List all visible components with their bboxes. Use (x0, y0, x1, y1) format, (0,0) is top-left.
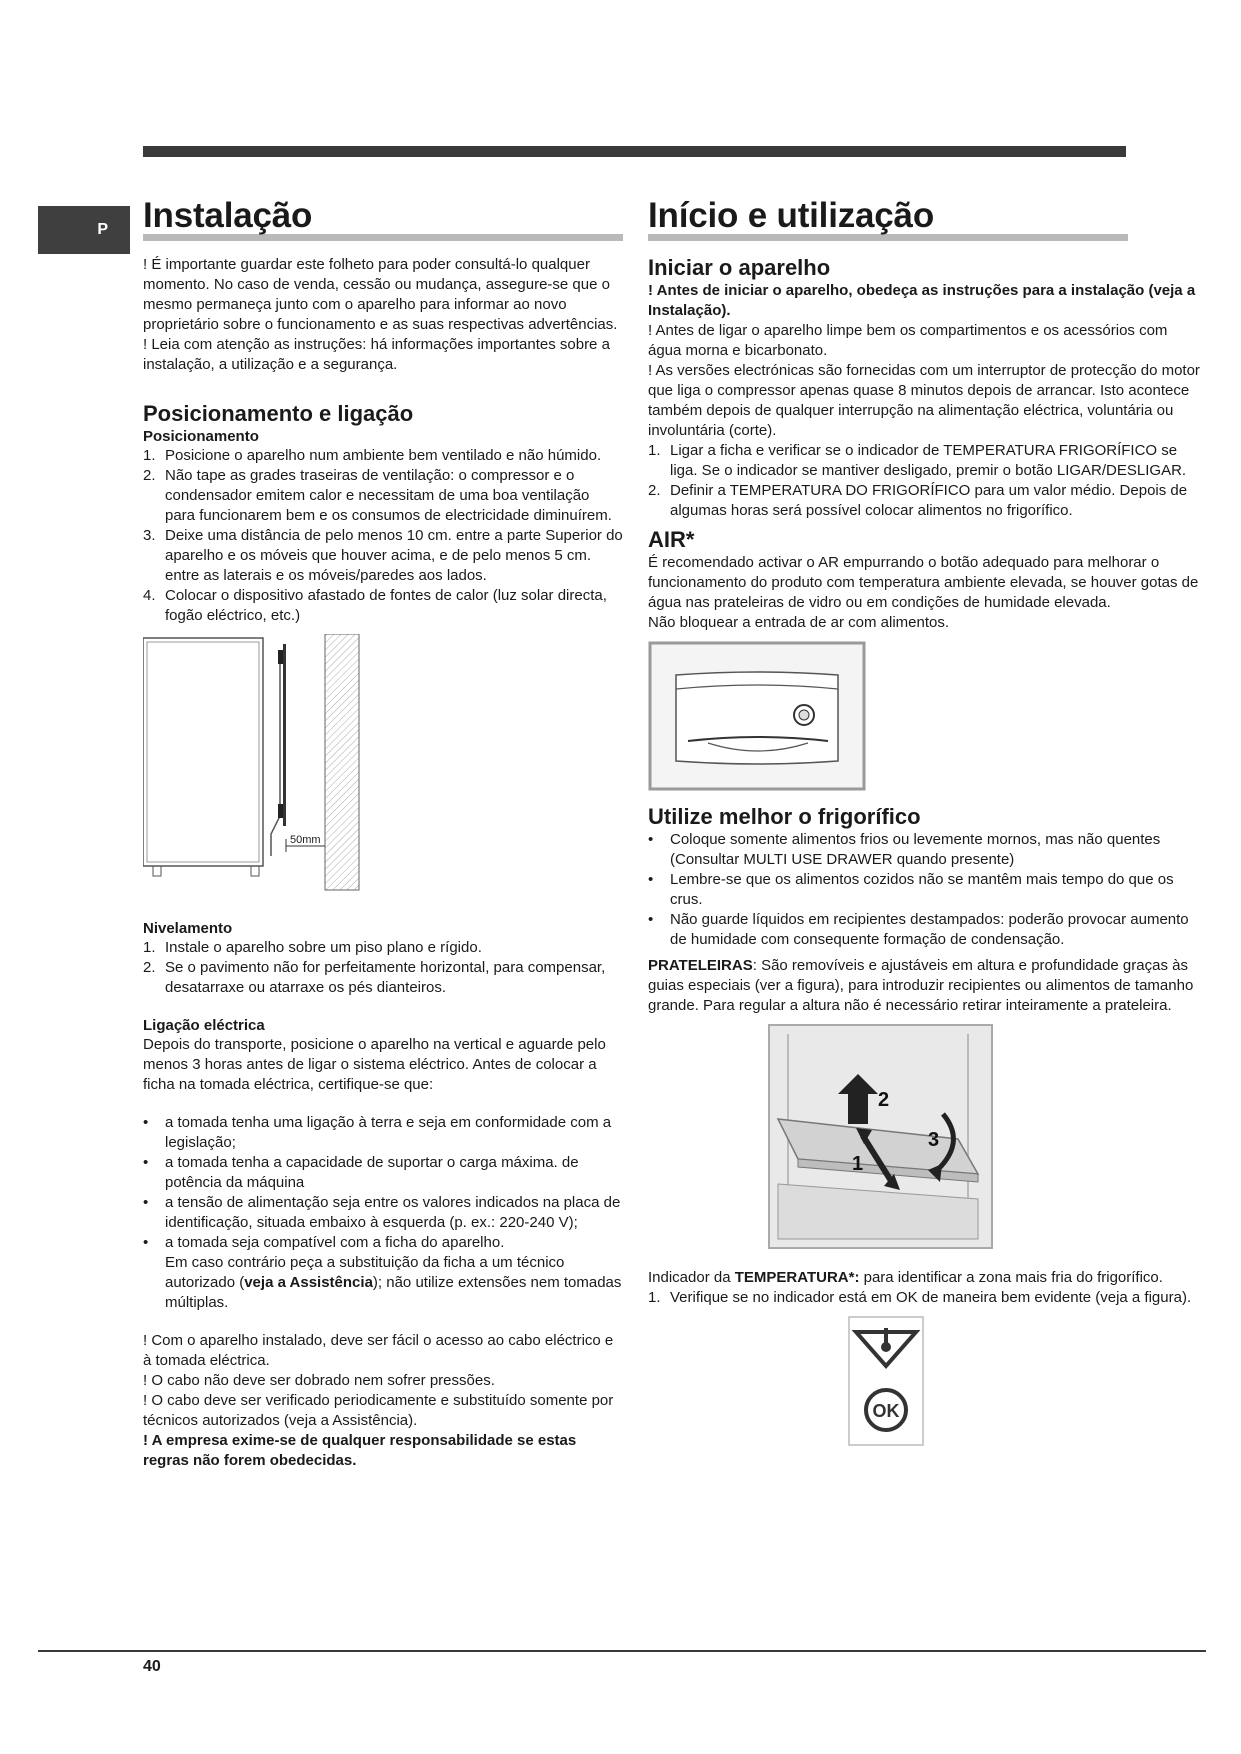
ok-label: OK (872, 1401, 900, 1421)
iniciar-list (648, 441, 1203, 521)
temperature-indicator-figure (648, 1316, 1203, 1451)
ligacao-title: Ligação eléctrica (143, 1017, 265, 1034)
final-warning: ! A empresa exime-se de qualquer responsabilidade se estas regras não forem obedecidas. (143, 1432, 577, 1469)
shelf-number-2: 2 (878, 1089, 890, 1111)
list-item: 1. Ligar a ficha e verificar se o indicador de TEMPERATURA FRIGORÍFICO se liga. Se o indicador se mantiver desligado, premir o botão LIGAR/DESLIGAR. (648, 442, 1187, 479)
list-item: • Não guarde líquidos em recipientes destampados: poderão provocar aumento de humidade com consequente formação de condensação. (648, 911, 1189, 948)
language-tab-label: P (97, 221, 108, 238)
distance-label: 50mm (290, 834, 321, 846)
list-item: • a tensão de alimentação seja entre os valores indicados na placa de identificação, situada embaixo à esquerda (p. ex.: 220-240 V); (143, 1194, 621, 1231)
left-column (143, 196, 623, 1471)
language-tab (38, 206, 130, 254)
iniciar-paragraph: ! Antes de ligar o aparelho limpe bem os compartimentos e os acessórios com água morna e bicarbonato. (648, 322, 1168, 359)
iniciar-bold-note: ! Antes de iniciar o aparelho, obedeça as instruções para a instalação (veja a Instalação). (648, 282, 1196, 319)
fridge-side-view-illustration (143, 634, 393, 906)
list-item: • a tomada tenha a capacidade de suportar o carga máxima. de potência da máquina (143, 1154, 579, 1191)
utilize-bullets (648, 830, 1203, 950)
iniciar-paragraph: ! As versões electrónicas são fornecidas com um interruptor de protecção do motor que liga o compressor apenas quase 8 minutos depois de arrancar. Isto acontece também depois de qualquer interrupção na alimentação eléctrica, voluntária ou involuntária (corte). (648, 362, 1200, 439)
list-item: 2. Se o pavimento não for perfeitamente horizontal, para compensar, desatarraxe ou atarraxe os pés dianteiros. (143, 959, 606, 996)
footer-rule (38, 1650, 1206, 1652)
posicionamento-subtitle: Posicionamento (143, 428, 259, 445)
posicionamento-title: Posicionamento e ligação (143, 401, 414, 426)
air-panel-illustration (648, 641, 868, 791)
shelf-number-1: 1 (852, 1153, 864, 1175)
shelf-number-3: 3 (928, 1129, 940, 1151)
installation-distance-figure (143, 634, 623, 911)
intro-paragraph: ! É importante guardar este folheto para poder consultá-lo qualquer momento. No caso de venda, cessão ou mudança, assegure-se que o mesmo permaneça junto com o aparelho para informar ao novo proprietário sobre o funcionamento e as suas respectivas advertências. (143, 256, 618, 333)
list-item: • Coloque somente alimentos frios ou levemente mornos, mas não quentes (Consultar MULTI USE DRAWER quando presente) (648, 831, 1161, 868)
air-title: AIR* (648, 527, 695, 552)
warning-text: ! O cabo não deve ser dobrado nem sofrer pressões. (143, 1372, 495, 1389)
list-item: • Lembre-se que os alimentos cozidos não se mantêm mais tempo do que os crus. (648, 871, 1174, 908)
top-rule (143, 146, 1126, 157)
warning-text: ! Com o aparelho instalado, deve ser fácil o acesso ao cabo eléctrico e à tomada eléctrica. (143, 1332, 614, 1369)
right-column (648, 196, 1203, 1459)
list-item: 3. Deixe uma distância de pelo menos 10 cm. entre a parte Superior do aparelho e os móveis que houver acima, e de pelo menos 5 cm. entre as laterais e os móveis/paredes aos lados. (143, 527, 623, 584)
list-item: 4. Colocar o dispositivo afastado de fontes de calor (luz solar directa, fogão eléctrico, etc.) (143, 587, 607, 624)
ligacao-after: Em caso contrário peça a substituição da ficha a um técnico autorizado (veja a Assistência); não utilize extensões nem tomadas múltiplas. (165, 1254, 622, 1311)
list-item: 1. Posicione o aparelho num ambiente bem ventilado e não húmido. (143, 447, 602, 464)
list-item: 1. Verifique se no indicador está em OK de maneira bem evidente (veja a figura). (648, 1289, 1192, 1306)
iniciar-title: Iniciar o aparelho (648, 255, 831, 280)
shelf-adjust-illustration (768, 1024, 993, 1249)
section-title-instalacao: Instalação (143, 196, 313, 235)
temperature-indicator-illustration (848, 1316, 924, 1446)
air-control-figure (648, 641, 1203, 796)
air-text: Não bloquear a entrada de ar com alimentos. (648, 614, 950, 631)
list-item: 2. Não tape as grades traseiras de ventilação: o compressor e o condensador emitem calor e necessitam de uma boa ventilação para funcionarem bem e os consumos de electricidade diminuírem. (143, 467, 612, 524)
utilize-title: Utilize melhor o frigorífico (648, 804, 921, 829)
list-item: • a tomada seja compatível com a ficha do aparelho. (143, 1234, 505, 1251)
prateleiras-paragraph: PRATELEIRAS: São removíveis e ajustáveis em altura e profundidade graças às guias especiais (ver a figura), para introduzir recipientes ou alimentos de tamanho grande. Para regular a altura não é necessário retirar inteiramente a prateleira. (648, 957, 1194, 1014)
shelf-figure (648, 1024, 1203, 1254)
ligacao-intro: Depois do transporte, posicione o aparelho na vertical e aguarde pelo menos 3 horas antes de ligar o sistema eléctrico. Antes de colocar a ficha na tomada eléctrica, certifique-se que: (143, 1036, 606, 1093)
nivelamento-list (143, 938, 623, 998)
list-item: 1. Instale o aparelho sobre um piso plano e rígido. (143, 939, 482, 956)
nivelamento-title: Nivelamento (143, 920, 233, 937)
ligacao-bullets (143, 1113, 623, 1253)
posicionamento-list (143, 446, 623, 626)
air-text: É recomendado activar o AR empurrando o botão adequado para melhorar o funcionamento do produto com temperatura ambiente elevada, se houver gotas de água nas prateleiras de vidro ou em condições de humidade elevada. (648, 554, 1199, 611)
page-number: 40 (143, 1658, 161, 1675)
section-title-inicio: Início e utilização (648, 196, 934, 235)
indicador-list (648, 1288, 1203, 1308)
intro-paragraph: ! Leia com atenção as instruções: há informações importantes sobre a instalação, a utilização e a segurança. (143, 336, 610, 373)
warning-text: ! O cabo deve ser verificado periodicamente e substituído somente por técnicos autorizados (veja a Assistência). (143, 1392, 614, 1429)
list-item: • a tomada tenha uma ligação à terra e seja em conformidade com a legislação; (143, 1114, 612, 1151)
indicador-paragraph: Indicador da TEMPERATURA*: para identificar a zona mais fria do frigorífico. (648, 1269, 1163, 1286)
list-item: 2. Definir a TEMPERATURA DO FRIGORÍFICO para um valor médio. Depois de algumas horas será possível colocar alimentos no frigorífico. (648, 482, 1188, 519)
